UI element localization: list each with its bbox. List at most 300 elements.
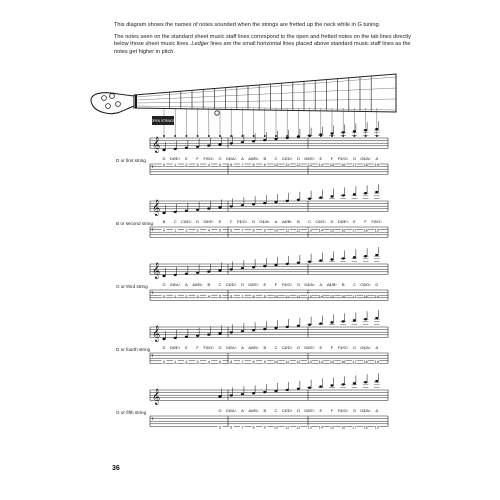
note-name-label: C♯/D♭ [181, 219, 192, 224]
note-head [174, 211, 177, 213]
note-head [330, 321, 333, 323]
note-head [174, 337, 177, 339]
intro-paragraph-2-part-b: lines are the small horizontal lines placed above standard music staff lines as the notes get higher in pitch. [114, 41, 411, 55]
treble-clef-icon: 𝄞 [152, 388, 161, 404]
note-name-label: A [375, 345, 379, 350]
fret-number-label: 19 [374, 294, 379, 299]
note-head [308, 261, 311, 263]
fret-number-label: 4 [207, 294, 210, 299]
note-head [263, 202, 266, 204]
note-name-label: F♯/G♭ [337, 156, 349, 161]
fret-number-label: 15 [329, 163, 335, 168]
note-head [286, 137, 289, 139]
fret-number-label: 7 [241, 228, 244, 233]
note-head [218, 332, 221, 334]
fret-number-label: 9 [263, 294, 266, 299]
fret-number-label: 6 [230, 228, 233, 233]
note-name-label: D♯/E♭ [304, 345, 315, 350]
note-name-label: C [218, 282, 222, 287]
note-head [308, 135, 311, 137]
note-head [252, 140, 255, 142]
note-name-label: B [263, 345, 267, 350]
note-name-label: A [274, 219, 278, 224]
note-head [196, 335, 199, 337]
fret-number-label: 12 [296, 294, 301, 299]
note-name-label: E [319, 408, 323, 413]
note-head [353, 319, 356, 321]
note-head [274, 201, 277, 203]
note-name-label: D [296, 156, 300, 161]
note-name-label: G [218, 408, 222, 413]
fret-number-label: 1 [174, 163, 177, 168]
note-name-label: G [218, 156, 222, 161]
note-head [342, 320, 345, 322]
fret-guide-dot [241, 135, 243, 137]
note-head [218, 269, 221, 271]
fret-number-label: 19 [374, 359, 379, 364]
note-name-label: A♯/B♭ [248, 156, 259, 161]
note-name-label: D [296, 408, 300, 413]
fret-number-label: 12 [296, 163, 301, 168]
note-head [196, 146, 199, 148]
note-head [330, 195, 333, 197]
note-name-label: G [252, 219, 256, 224]
note-name-label: B [297, 219, 300, 224]
note-name-label: A♯/B♭ [192, 282, 203, 287]
note-name-label: D♯/E♭ [248, 282, 259, 287]
note-head [375, 317, 378, 319]
fret-number-label: 10 [273, 163, 279, 168]
fret-guide-dot [174, 135, 176, 137]
fret-number-label: 5 [218, 359, 222, 364]
note-name-label: A [241, 408, 244, 413]
note-name-label: G♯/A♭ [360, 156, 371, 161]
fret-number-label: 10 [273, 294, 279, 299]
fifth-string-peg [215, 111, 219, 115]
fret-number-label: 15 [329, 359, 335, 364]
fret-guide-dot [185, 135, 187, 137]
note-head [274, 264, 277, 266]
fret-number-label: 13 [307, 294, 312, 299]
note-head [162, 212, 165, 214]
note-name-label: G♯/A♭ [225, 345, 237, 350]
note-name-label: C♯/D♭ [360, 282, 371, 287]
note-name-label: E [319, 345, 323, 350]
note-name-label: C♯/D♭ [315, 219, 327, 224]
fret-number-label: 1 [174, 359, 177, 364]
fret-number-label: 11 [285, 425, 290, 430]
note-name-label: D [162, 345, 166, 350]
fret-number-label: 2 [185, 359, 188, 364]
fret-number-label: 8 [252, 228, 255, 233]
note-head [297, 325, 300, 327]
page-number: 36 [112, 465, 120, 472]
note-head [308, 198, 311, 200]
fret-number-label: 10 [273, 228, 279, 233]
fret-number-label: 6 [230, 294, 233, 299]
fret-number-label: 14 [318, 163, 323, 168]
fret-number-label: 8 [252, 359, 255, 364]
fret-number-label: 0 [162, 163, 166, 168]
note-name-label: D♯/E♭ [304, 408, 315, 413]
note-name-label: D [196, 219, 200, 224]
note-head [342, 131, 345, 133]
note-name-label: E [353, 219, 356, 224]
note-head [218, 206, 221, 208]
note-head [174, 148, 177, 150]
note-name-label: A [319, 282, 323, 287]
fret-number-label: 1 [174, 294, 177, 299]
tab-clef-letters: T [151, 354, 154, 358]
note-name-label: G♯/A♭ [304, 282, 315, 287]
note-head [207, 270, 210, 272]
fret-guide-dot [264, 135, 266, 137]
note-head [330, 258, 333, 260]
fret-number-label: 8 [252, 294, 255, 299]
fret-number-label: 0 [162, 228, 166, 233]
note-name-label: D♯/E♭ [304, 156, 315, 161]
note-name-label: C [274, 345, 278, 350]
note-head [274, 138, 277, 140]
fret-number-label: 16 [341, 294, 346, 299]
note-name-label: D♯/E♭ [169, 345, 181, 350]
note-name-label: D [240, 282, 244, 287]
note-head [375, 254, 378, 256]
note-head [252, 203, 255, 205]
note-head [274, 390, 277, 392]
note-name-label: G♯/A♭ [225, 408, 237, 413]
fret-number-label: 12 [296, 425, 301, 430]
fret-number-label: 12 [296, 359, 301, 364]
note-name-label: F♯/G♭ [371, 219, 383, 224]
note-name-label: C [274, 156, 278, 161]
fret-number-label: 18 [363, 163, 368, 168]
fret-number-label: 3 [196, 163, 199, 168]
note-head [185, 336, 188, 338]
fret-number-label: 9 [263, 228, 266, 233]
fret-number-label: 16 [341, 228, 346, 233]
note-name-label: E [319, 156, 323, 161]
fret-number-label: 9 [263, 163, 266, 168]
tab-clef-letters: T [151, 417, 154, 421]
fret-number-label: 17 [352, 163, 357, 168]
note-head [218, 395, 221, 397]
tab-clef-letters: T [151, 228, 154, 232]
note-head [263, 139, 266, 141]
fret-number-label: 2 [185, 228, 188, 233]
fret-number-label: 12 [296, 228, 301, 233]
note-name-label: G [352, 156, 356, 161]
fret-number-label: 19 [374, 163, 379, 168]
note-head [297, 388, 300, 390]
fret-guide-dot [275, 135, 277, 137]
note-name-label: G♯/A♭ [360, 345, 371, 350]
fret-number-label: 6 [230, 163, 233, 168]
fret-guide-dot [253, 135, 255, 137]
note-head [185, 210, 188, 212]
note-name-label: F [330, 345, 334, 350]
fret-number-label: 19 [374, 228, 379, 233]
note-name-label: A [241, 156, 244, 161]
note-name-label: D♯/E♭ [203, 219, 215, 224]
note-name-label: A [375, 156, 379, 161]
note-name-label: G [296, 282, 300, 287]
fret-number-label: 17 [352, 228, 357, 233]
note-head [185, 273, 188, 275]
tuning-peg-1 [102, 96, 107, 101]
note-name-label: G [162, 282, 166, 287]
note-name-label: C [274, 408, 278, 413]
note-name-label: F [274, 282, 278, 287]
note-head [342, 383, 345, 385]
fret-number-label: 6 [230, 425, 233, 430]
note-head [185, 147, 188, 149]
note-name-label: F [229, 219, 233, 224]
note-name-label: D♯/E♭ [337, 219, 349, 224]
note-head [286, 263, 289, 265]
note-head [230, 142, 233, 144]
note-head [252, 329, 255, 331]
fret-number-label: 9 [263, 359, 266, 364]
fret-guide-dot [230, 135, 232, 137]
note-name-label: G♯/A♭ [225, 156, 237, 161]
fret-number-label: 6 [230, 359, 233, 364]
note-head [308, 387, 311, 389]
fret-number-label: 14 [318, 359, 323, 364]
note-name-label: F♯/G♭ [281, 282, 293, 287]
note-name-label: E [218, 219, 222, 224]
fret-number-label: 11 [285, 228, 290, 233]
note-head [342, 257, 345, 259]
note-head [162, 338, 165, 340]
fret-guide-dot [163, 135, 165, 137]
note-name-label: B [162, 219, 166, 224]
intro-paragraph-1: This diagram shows the names of notes sounded when the strings are fretted up the neck while in G tuning. [114, 22, 381, 28]
note-name-label: E [263, 282, 267, 287]
note-head [241, 141, 244, 143]
note-head [263, 391, 266, 393]
treble-clef-icon: 𝄞 [152, 136, 161, 152]
note-head [241, 330, 244, 332]
fret-number-label: 8 [252, 163, 255, 168]
note-head [375, 191, 378, 193]
note-head [353, 256, 356, 258]
fret-number-label: 2 [185, 294, 188, 299]
note-head [353, 130, 356, 132]
fret-number-label: 19 [374, 425, 379, 430]
note-head [207, 333, 210, 335]
note-head [230, 331, 233, 333]
fret-guide-dot [208, 135, 210, 137]
fret-number-label: 7 [241, 425, 244, 430]
note-head [342, 194, 345, 196]
note-head [230, 268, 233, 270]
note-name-label: B [341, 282, 345, 287]
fret-number-label: 0 [162, 359, 166, 364]
open-strings-label: OPEN STRINGS [150, 119, 176, 123]
fret-number-label: 5 [218, 163, 222, 168]
note-head [353, 193, 356, 195]
tuning-peg-4 [116, 102, 121, 107]
banjo-neck [134, 74, 396, 112]
fret-number-label: 13 [307, 228, 312, 233]
fret-number-label: 13 [307, 359, 312, 364]
fret-number-label: 11 [285, 163, 290, 168]
fret-number-label: 4 [207, 359, 210, 364]
fret-number-label: 14 [318, 425, 323, 430]
note-head [174, 274, 177, 276]
fret-number-label: 4 [207, 163, 210, 168]
fret-number-label: 5 [218, 228, 222, 233]
fret-guide-dot [197, 135, 199, 137]
note-head [353, 382, 356, 384]
note-name-label: A [241, 345, 244, 350]
note-name-label: C [173, 219, 177, 224]
note-name-label: A [185, 282, 188, 287]
note-name-label: F [330, 408, 334, 413]
note-head [330, 132, 333, 134]
fret-number-label: 15 [329, 294, 335, 299]
fret-number-label: 14 [318, 294, 323, 299]
fret-number-label: 18 [363, 425, 368, 430]
string-label-3: G or third string [116, 284, 148, 289]
note-head [286, 200, 289, 202]
note-head [297, 262, 300, 264]
note-name-label: C♯/D♭ [281, 408, 293, 413]
string-label-2: B or second string [116, 221, 154, 226]
intro-paragraph-2-ledger: Ledger [191, 41, 209, 48]
note-head [218, 143, 221, 145]
tuning-peg-2 [110, 94, 115, 99]
note-name-label: C♯/D♭ [281, 345, 293, 350]
note-head [330, 384, 333, 386]
note-name-label: G♯/A♭ [360, 408, 371, 413]
note-head [162, 275, 165, 277]
fret-number-label: 10 [273, 425, 279, 430]
fret-number-label: 13 [307, 163, 312, 168]
note-name-label: F [196, 156, 199, 161]
note-name-label: D [296, 345, 300, 350]
fret-number-label: 7 [241, 163, 244, 168]
note-name-label: A♯/B♭ [248, 408, 259, 413]
tab-clef-letters: T [151, 165, 154, 169]
note-name-label: F♯/G♭ [203, 345, 215, 350]
note-head [297, 136, 300, 138]
note-name-label: C [308, 219, 312, 224]
note-name-label: G♯/A♭ [169, 282, 181, 287]
note-name-label: F [330, 156, 334, 161]
note-name-label: B [263, 408, 267, 413]
note-name-label: A♯/B♭ [282, 219, 293, 224]
note-head [286, 326, 289, 328]
fret-number-label: 5 [218, 425, 222, 430]
note-head [286, 389, 289, 391]
fret-number-label: 17 [352, 359, 357, 364]
tab-clef-letters: T [151, 291, 154, 295]
fret-number-label: 3 [196, 359, 199, 364]
fret-number-label: 7 [241, 359, 244, 364]
tuning-peg-3 [106, 104, 111, 109]
treble-clef-icon: 𝄞 [152, 262, 161, 278]
string-label-5: G or fifth string [116, 410, 147, 415]
note-name-label: F♯/G♭ [337, 408, 349, 413]
note-name-label: B [263, 156, 267, 161]
fret-number-label: 0 [162, 294, 166, 299]
note-name-label: D♯/E♭ [169, 156, 181, 161]
fret-number-label: 16 [341, 425, 346, 430]
note-name-label: F [364, 219, 367, 224]
note-name-label: B [207, 282, 211, 287]
note-head [375, 380, 378, 382]
note-name-label: G♯/A♭ [259, 219, 271, 224]
note-head [241, 267, 244, 269]
fret-guide-dot [219, 135, 221, 137]
note-head [263, 328, 266, 330]
note-head [207, 144, 210, 146]
note-head [375, 128, 378, 130]
fret-number-label: 18 [363, 359, 368, 364]
note-name-label: C [352, 282, 356, 287]
note-head [252, 392, 255, 394]
fret-number-label: 2 [185, 163, 188, 168]
note-name-label: G [218, 345, 222, 350]
string-label-1: D or first string [116, 158, 146, 163]
intro-paragraph-2-part-a: The notes seen on the standard sheet music staff lines correspond to the open and fretted notes on the tab lines directly below those sheet music lines. [114, 33, 411, 48]
note-name-label: D [162, 156, 166, 161]
note-name-label: A♯/B♭ [326, 282, 338, 287]
note-head [308, 324, 311, 326]
fret-number-label: 11 [285, 359, 290, 364]
fret-number-label: 1 [174, 228, 177, 233]
note-name-label: F♯/G♭ [337, 345, 349, 350]
note-head [230, 205, 233, 207]
fret-number-label: 10 [273, 359, 279, 364]
note-head [241, 393, 244, 395]
fret-number-label: 9 [263, 425, 266, 430]
fret-number-label: 13 [307, 425, 312, 430]
note-head [263, 265, 266, 267]
note-head [207, 207, 210, 209]
fret-number-label: 8 [252, 425, 255, 430]
note-head [274, 327, 277, 329]
fret-number-label: 15 [329, 228, 335, 233]
note-head [162, 149, 165, 151]
note-name-label: G [352, 408, 356, 413]
fret-number-label: 16 [341, 359, 346, 364]
string-label-4: D or fourth string [116, 347, 151, 352]
fret-number-label: 5 [218, 294, 222, 299]
note-head [196, 209, 199, 211]
note-name-label: A♯/B♭ [248, 345, 259, 350]
fret-number-label: 3 [196, 294, 199, 299]
treble-clef-icon: 𝄞 [152, 325, 161, 341]
treble-clef-icon: 𝄞 [152, 199, 161, 215]
note-name-label: F♯/G♭ [237, 219, 248, 224]
note-name-label: A [375, 408, 379, 413]
fret-number-label: 18 [363, 228, 368, 233]
note-head [297, 199, 300, 201]
fret-number-label: 3 [196, 228, 199, 233]
fret-number-label: 4 [207, 228, 210, 233]
note-name-label: D [330, 219, 334, 224]
note-name-label: F [196, 345, 199, 350]
fret-number-label: 18 [363, 294, 368, 299]
note-name-label: C♯/D♭ [225, 282, 237, 287]
note-name-label: C♯/D♭ [281, 156, 293, 161]
note-name-label: E [185, 345, 188, 350]
note-head [230, 394, 233, 396]
fret-number-label: 17 [352, 425, 357, 430]
